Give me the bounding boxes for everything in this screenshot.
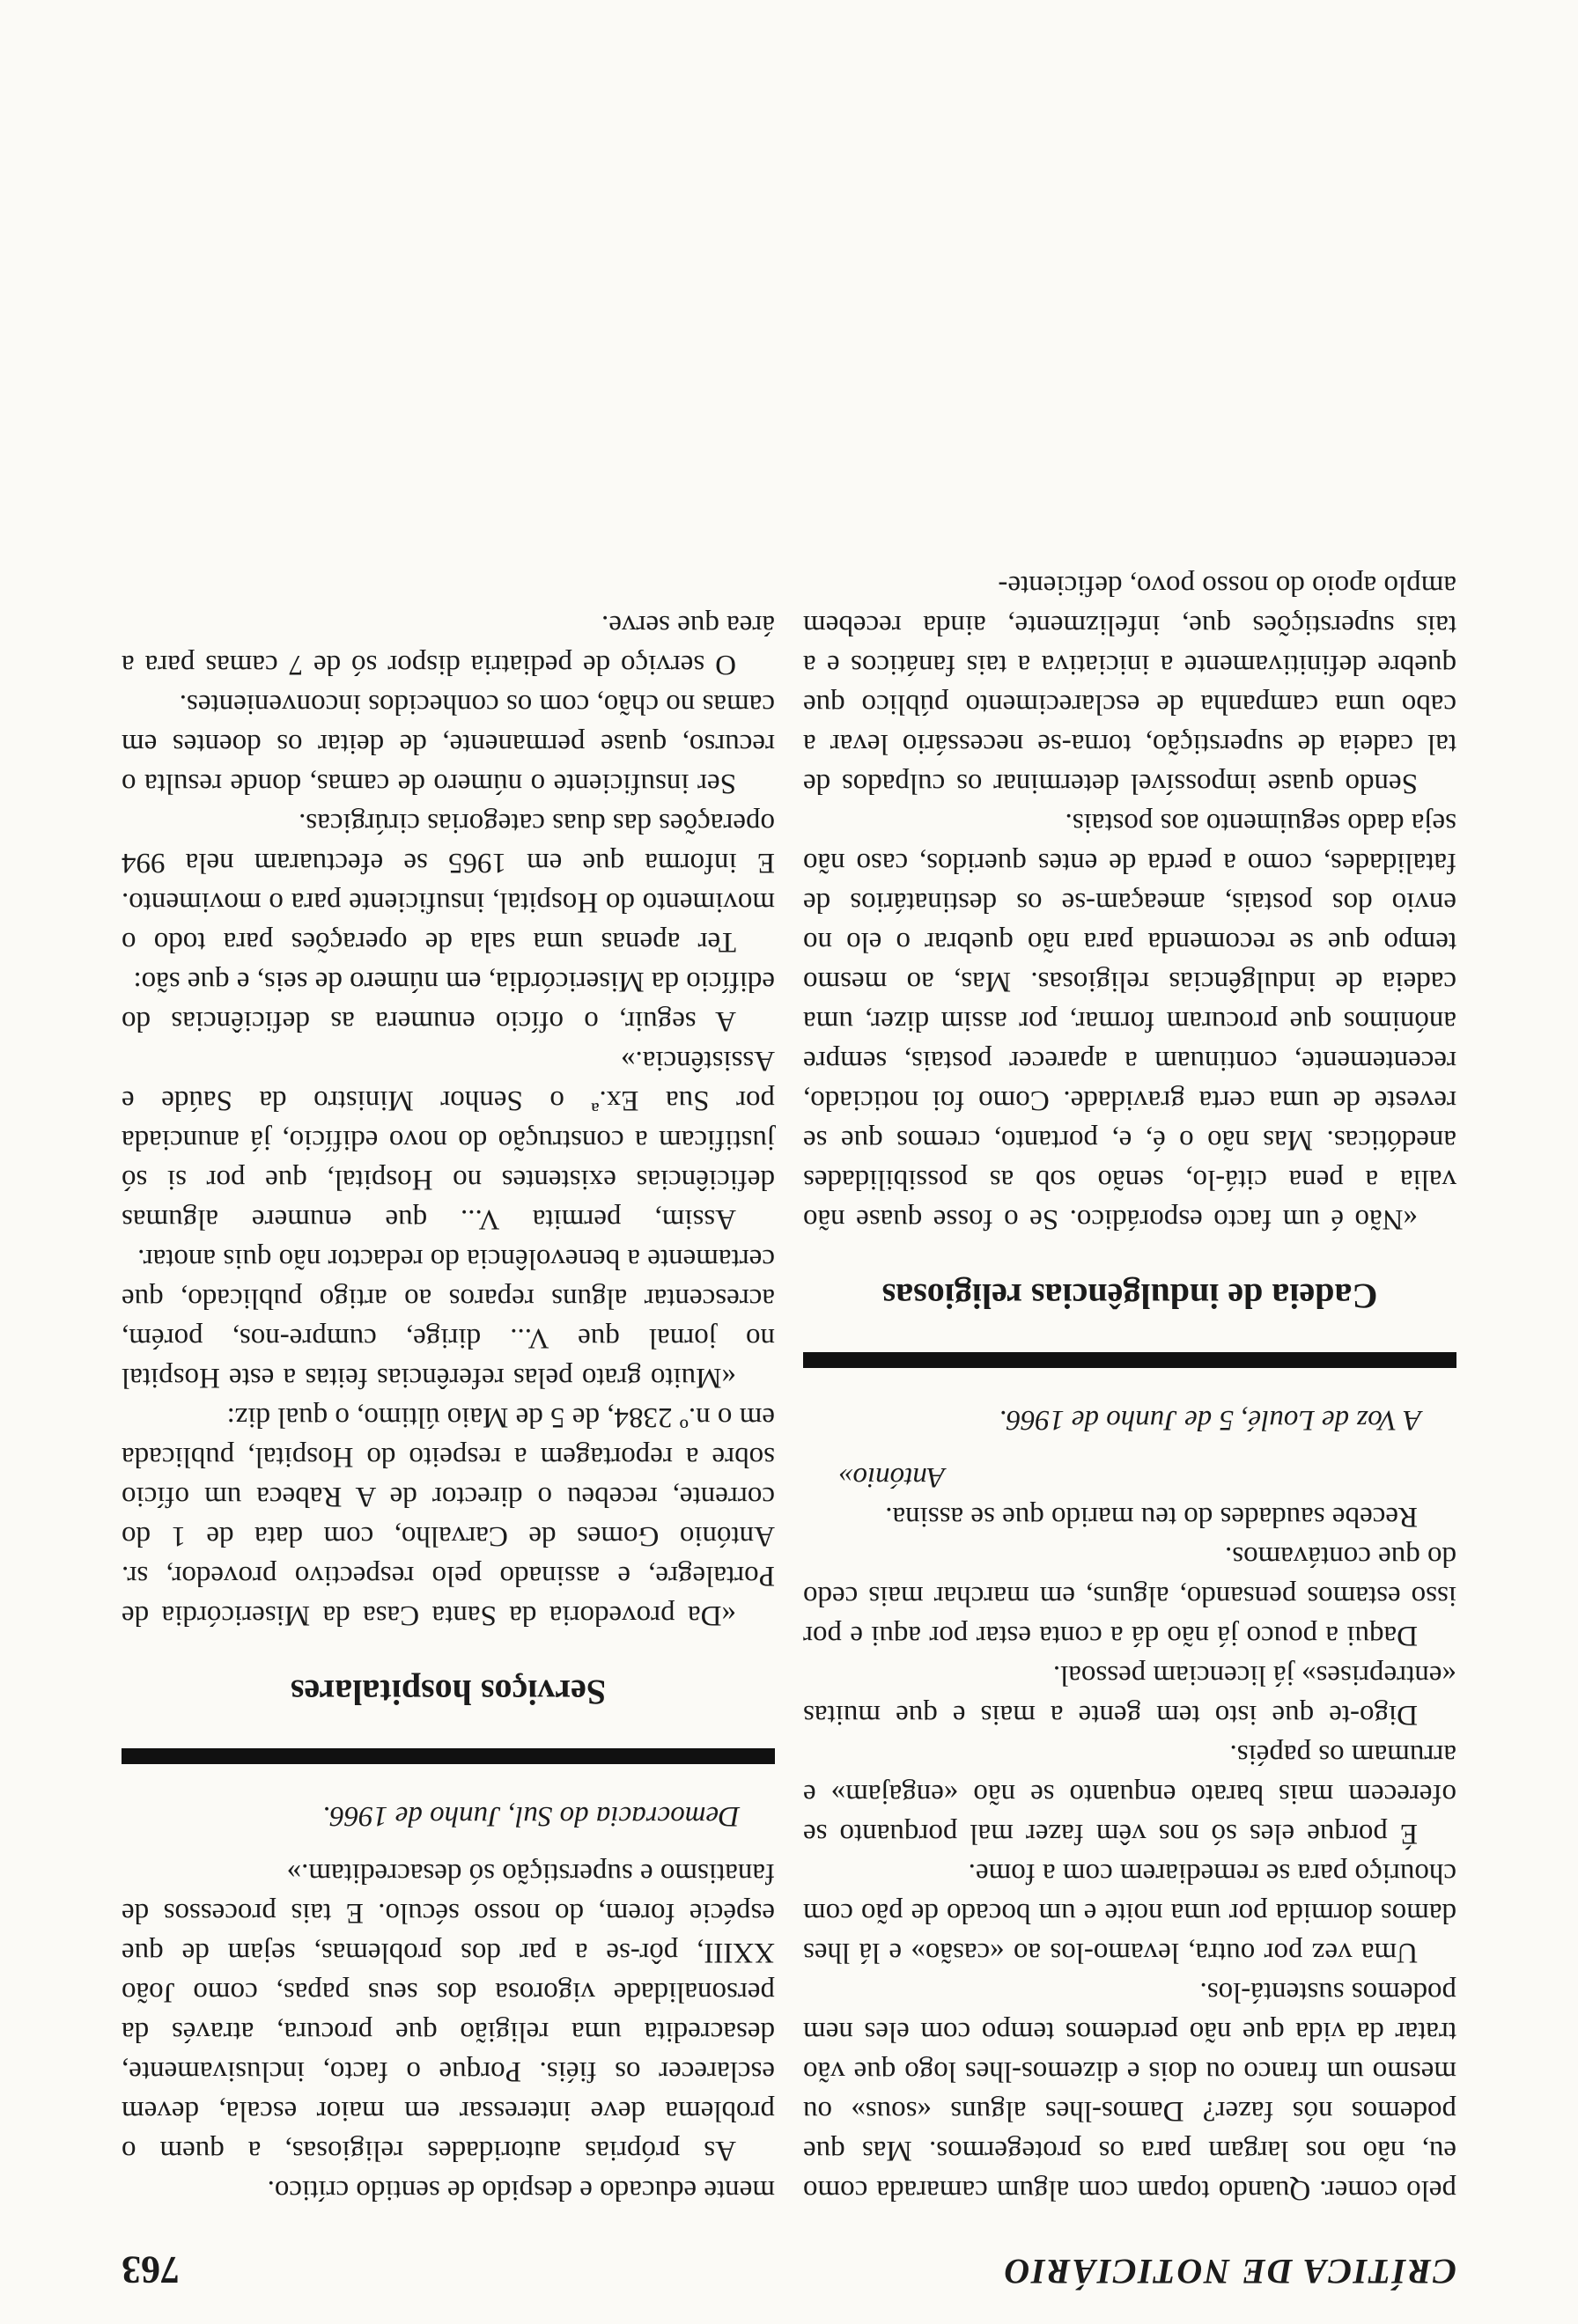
paragraph: Ser insuficiente o número de camas, donde resulta o recurso, quase permanente, de deitar os doentes em camas no chão, com os conhecidos inconvenientes. [122, 688, 775, 799]
paragraph: «Muito grato pelas referências feitas a este Hospital no jornal que V... dirige, cumpre-nos, porém, acrescentar alguns reparos ao artigo publicado, que certamente a benevolência do redactor não quis anotar. [122, 1243, 775, 1394]
paragraph: pelo comer. Quando topam com algum camarada como eu, não nos largam para os protegermos. Mas que podemos nós fazer? Damos-lhes alguns «sous» ou mesmo um franco ou dois e dizemos-lhes logo que vão tratar da vida que não perdemos tempo com eles nem podemos sustentá-los. [803, 1976, 1456, 2206]
paragraph: Ter apenas uma sala de operações para todo o movimento do Hospital, insuficiente para o movimento. E informa que em 1965 se efectuaram nela 994 operações das duas categorias cirúrgicas. [122, 807, 775, 958]
page-number: 763 [122, 2248, 180, 2291]
right-column [122, 605, 775, 2210]
paragraph: Uma vez por outra, levamo-los ao «casão» e lá lhes damos dormida por uma noite e um bocado de pão com chouriço para se remediarem com a fome. [803, 1857, 1456, 1968]
paragraph: As próprias autoridades religiosas, a quem o problema deve interessar em maior escala, devem esclarecer os fiéis. Porque o facto, inclusivamente, desacredita uma religião que procura, através da personalidade vigorosa dos seus papas, como João XXIII, pôr-se a par dos problemas, sejam de que espécie forem, do nosso século. E tais processos de fanatismo e superstição só desacreditam.» [122, 1857, 775, 2166]
source-dateline: Democracia do Sul, Junho de 1966. [322, 1800, 740, 1832]
paragraph: Assim, permita V... que enumere algumas deficiências existentes no Hospital, que por si só justificam a construção do novo edifício, já anunciada por Sua Ex.ª o Senhor Ministro da Saúde e Assistência.» [122, 1045, 775, 1235]
section-divider [803, 1352, 1456, 1368]
section-divider [122, 1748, 775, 1764]
section-title: Serviços hospitalares [290, 1673, 607, 1712]
paragraph: Recebe saudades do teu marido que se assina. [885, 1501, 1418, 1533]
section-title: Cadeia de indulgências religiosas [881, 1276, 1378, 1316]
left-column [803, 565, 1456, 2210]
paragraph: «Não é um facto esporádico. Se o fosse quase não valia a pena citá-lo, senão sob as possibilidades anedóticas. Mas não o é, e, portanto, cremos que se reveste de uma certa gravidade. Como foi noticiado, recentemente, continuam a aparecer postais, sempre anónimos que procuram formar, por assim dizer, uma cadeia de indulgências religiosas. Mas, ao mesmo tempo que se recomenda para não quebrar o elo no envio dos postais, ameaçam-se os destinatários de fatalidades, como a perda de entes queridos, caso não seja dado seguimento aos postais. [803, 807, 1456, 1235]
source-dateline: A Voz de Loulé, 5 de Junho de 1966. [999, 1404, 1421, 1436]
paragraph: É porque eles só nos vêm fazer mal porquanto se oferecem mais barato enquanto se não «engajam» e arrumam os papéis. [803, 1739, 1456, 1850]
paragraph: mente educado e despido de sentido crítico. [267, 2174, 775, 2206]
paragraph: Daqui a pouco já não dá a conta estar por aqui e por isso estamos pensando, alguns, em marchar mais cedo do que contávamos. [803, 1541, 1456, 1651]
paragraph: A seguir, o ofício enumera as deficiências do edifício da Misericórdia, em número de seis, e que são: [122, 966, 775, 1037]
letter-signature: António» [838, 1461, 945, 1493]
paragraph: Digo-te que isto tem gente a mais e que muitas «entreprises» já licenciam pessoal. [803, 1659, 1456, 1731]
paragraph: Sendo quase impossível determinar os culpados de tal cadeia de superstição, torna-se necessário levar a cabo uma campanha de esclarecimento público que quebre definitivamente a iniciativa a tais fanáticos e a tais superstições que, infelizmente, ainda recebem amplo apoio do nosso povo, deficiente- [803, 570, 1456, 799]
paragraph: «Da provedoria da Santa Casa da Misericórdia de Portalegre, e assinado pelo respectivo provedor, sr. António Gomes de Carvalho, com data de 1 do corrente, recebeu o director de A Rabeca um ofício sobre a reportagem a respeito do Hospital, publicada em o n.º 2384, de 5 de Maio último, o qual diz: [122, 1401, 775, 1631]
page-header [122, 2231, 1456, 2292]
running-title: CRÍTICA DE NOTICIÁRIO [1002, 2252, 1456, 2291]
paragraph: O serviço de pediatria dispor só de 7 camas para a área que serve. [122, 609, 775, 680]
